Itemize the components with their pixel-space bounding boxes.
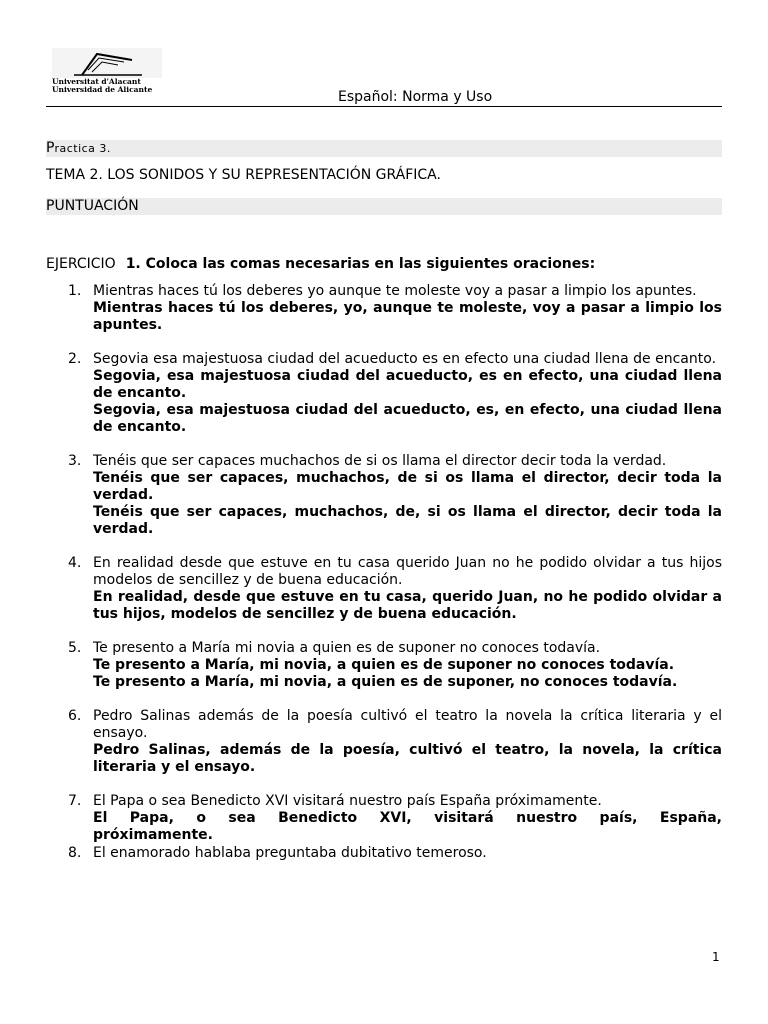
item-question: Mientras haces tú los deberes yo aunque te moleste voy a pasar a limpio los apuntes. [93, 283, 697, 299]
item-number: 5. [68, 640, 82, 656]
practice-heading [46, 140, 722, 157]
topic-heading: TEMA 2. LOS SONIDOS Y SU REPRESENTACIÓN GRÁFICA. [46, 167, 441, 183]
university-logo [52, 48, 162, 98]
item-answer: Te presento a María, mi novia, a quien es de suponer, no conoces todavía. [93, 674, 678, 690]
course-title: Español: Norma y Uso [338, 89, 493, 105]
practice-initial: P [46, 140, 55, 156]
item-number: 3. [68, 453, 82, 469]
item-answer: Mientras haces tú los deberes, yo, aunque te moleste, voy a pasar a limpio los apuntes. [93, 300, 722, 333]
item-number: 2. [68, 351, 82, 367]
item-answer: Tenéis que ser capaces, muchachos, de si os llama el director, decir toda la verdad. [93, 470, 722, 503]
list-item [0, 640, 768, 691]
page-number: 1 [712, 950, 720, 964]
exercise-label: EJERCICIO [46, 256, 116, 272]
exercise-title: 1. Coloca las comas necesarias en las siguientes oraciones: [125, 256, 596, 272]
exercise-list [0, 283, 768, 863]
item-number: 1. [68, 283, 82, 299]
logo-emblem-icon [52, 48, 162, 78]
item-question: Te presento a María mi novia a quien es de suponer no conoces todavía. [93, 640, 601, 656]
logo-line-1: Universitat d'Alacant [52, 77, 141, 86]
header-divider [46, 106, 722, 107]
section-heading: PUNTUACIÓN [46, 198, 722, 215]
item-number: 6. [68, 708, 82, 724]
logo-line-2: Universidad de Alicante [52, 85, 153, 94]
list-item [0, 793, 768, 844]
list-item [0, 555, 768, 623]
item-question: Segovia esa majestuosa ciudad del acueducto es en efecto una ciudad llena de encanto. [93, 351, 717, 367]
item-answer: Tenéis que ser capaces, muchachos, de, si os llama el director, decir toda la verdad. [93, 504, 722, 537]
practice-rest: ractica 3. [54, 142, 111, 155]
item-question: El Papa o sea Benedicto XVI visitará nuestro país España próximamente. [93, 793, 602, 809]
item-question: Tenéis que ser capaces muchachos de si os llama el director decir toda la verdad. [93, 453, 667, 469]
list-item [0, 845, 768, 862]
list-item [0, 351, 768, 436]
item-answer: En realidad, desde que estuve en tu casa, querido Juan, no he podido olvidar a tus hijos, modelos de sencillez y de buena educación. [93, 589, 722, 622]
item-answer: Segovia, esa majestuosa ciudad del acueducto, es, en efecto, una ciudad llena de encanto. [93, 402, 722, 435]
item-answer: Te presento a María, mi novia, a quien es de suponer no conoces todavía. [93, 657, 675, 673]
item-answer: Segovia, esa majestuosa ciudad del acueducto, es en efecto, una ciudad llena de encanto. [93, 368, 722, 401]
item-question: El enamorado hablaba preguntaba dubitativo temeroso. [93, 845, 487, 861]
list-item [0, 708, 768, 776]
item-question: En realidad desde que estuve en tu casa querido Juan no he podido olvidar a tus hijos modelos de sencillez y de buena educación. [93, 555, 722, 588]
item-number: 7. [68, 793, 82, 809]
list-item [0, 283, 768, 334]
logo-text [52, 78, 152, 94]
item-number: 8. [68, 845, 82, 861]
item-number: 4. [68, 555, 82, 571]
list-item [0, 453, 768, 538]
exercise-heading [46, 256, 595, 272]
item-answer: Pedro Salinas, además de la poesía, cultivó el teatro, la novela, la crítica literaria y el ensayo. [93, 742, 722, 775]
item-question: Pedro Salinas además de la poesía cultivó el teatro la novela la crítica literaria y el ensayo. [93, 708, 722, 741]
item-answer: El Papa, o sea Benedicto XVI, visitará nuestro país, España, próximamente. [93, 810, 722, 843]
